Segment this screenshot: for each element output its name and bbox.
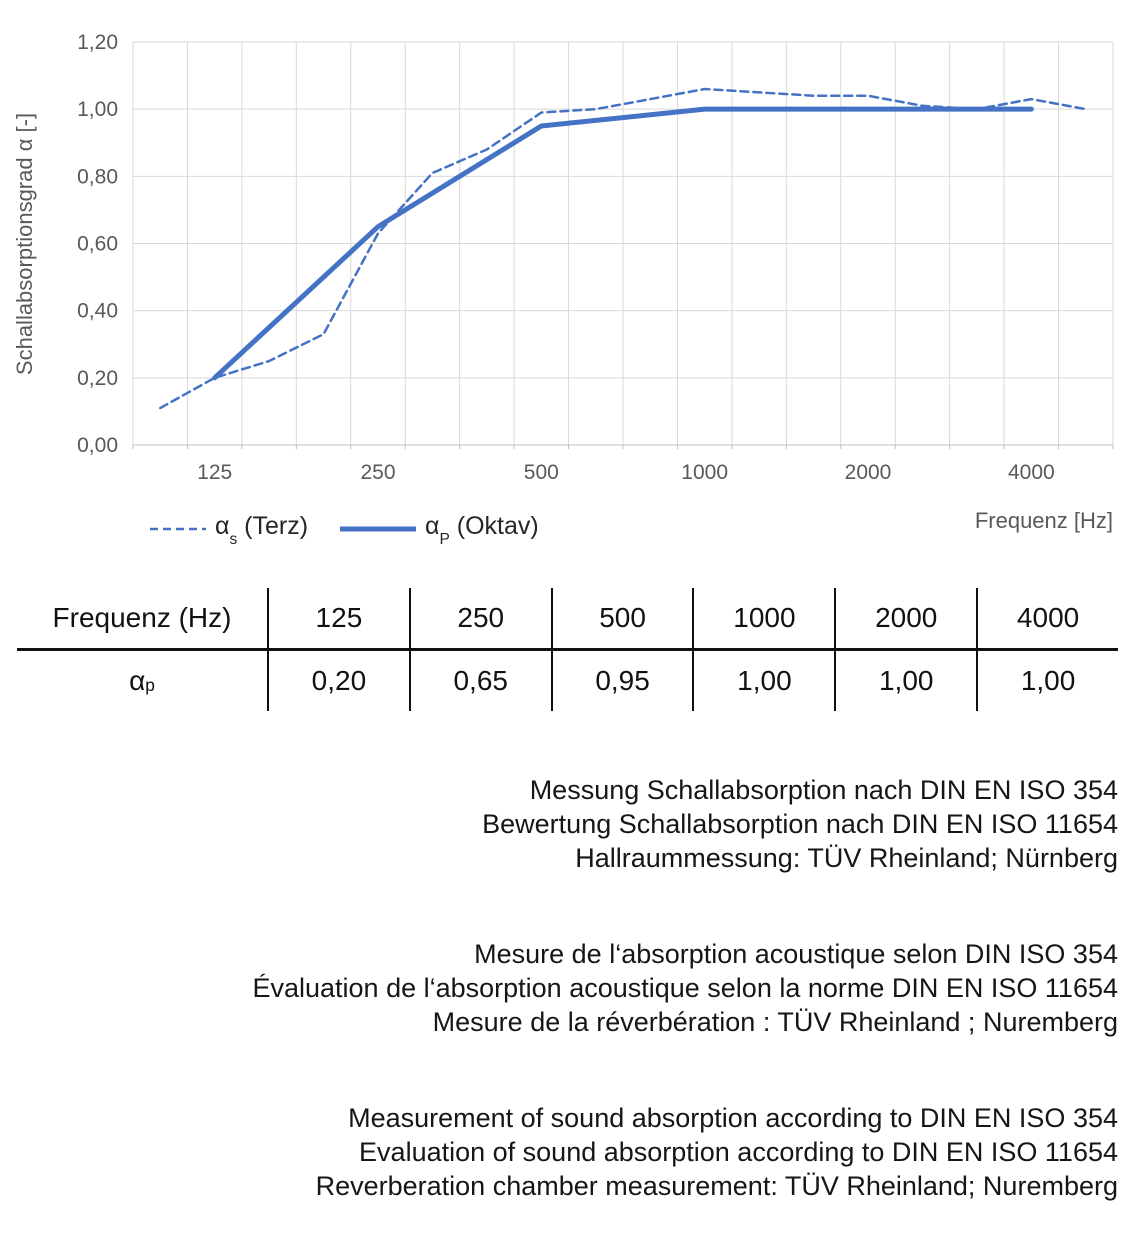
chart-legend <box>150 512 539 548</box>
note-german <box>17 773 1118 875</box>
table-value-1000: 1,00 <box>692 651 834 711</box>
absorption-chart-svg <box>0 0 1135 560</box>
table-value-125: 0,20 <box>267 651 409 711</box>
table-header-250: 250 <box>409 588 551 651</box>
dashed-line-sample-icon <box>150 525 206 533</box>
note-french-line-2: Évaluation de l‘absorption acoustique selon la norme DIN EN ISO 11654 <box>252 973 1118 1003</box>
y-tick-label: 0,40 <box>77 299 118 323</box>
table-header-2000: 2000 <box>834 588 976 651</box>
table-header-125: 125 <box>267 588 409 651</box>
frequency-table <box>17 588 1118 711</box>
x-tick-label: 125 <box>197 461 233 484</box>
y-axis-title: Schallabsorptionsgrad α [-] <box>12 112 37 376</box>
table-value-250: 0,65 <box>409 651 551 711</box>
x-tick-label: 500 <box>523 461 559 484</box>
x-tick-label: 1000 <box>681 461 729 484</box>
x-axis-title: Frequenz [Hz] <box>974 508 1113 533</box>
note-english-line-2: Evaluation of sound absorption according to DIN EN ISO 11654 <box>359 1137 1118 1167</box>
legend-label-oktav: $\alpha_P$ (Oktav) <box>425 512 539 548</box>
absorption-chart <box>0 0 1135 560</box>
x-tick-label: 2000 <box>844 461 892 484</box>
note-french <box>17 937 1118 1039</box>
y-tick-label: 1,00 <box>77 98 118 122</box>
table-value-2000: 1,00 <box>834 651 976 711</box>
note-german-line-1: Messung Schallabsorption nach DIN EN ISO 354 <box>529 775 1118 805</box>
x-tick-label: 250 <box>360 461 396 484</box>
table-row-label-alpha-p: α $_p$ <box>129 665 155 696</box>
note-english <box>17 1101 1118 1203</box>
table-value-4000: 1,00 <box>976 651 1118 711</box>
solid-line-sample-icon <box>340 525 416 533</box>
y-tick-label: 0,80 <box>77 165 118 189</box>
table-header-500: 500 <box>551 588 693 651</box>
note-french-line-1: Mesure de l‘absorption acoustique selon DIN ISO 354 <box>474 939 1118 969</box>
note-english-line-1: Measurement of sound absorption according to DIN EN ISO 354 <box>348 1103 1118 1133</box>
legend-item-oktav <box>340 512 539 548</box>
table-header-frequency: Frequenz (Hz) <box>17 588 267 651</box>
note-german-line-2: Bewertung Schallabsorption nach DIN EN ISO 11654 <box>482 809 1118 839</box>
x-tick-label: 4000 <box>1007 461 1055 484</box>
table-header-4000: 4000 <box>976 588 1118 651</box>
table-value-500: 0,95 <box>551 651 693 711</box>
y-tick-label: 1,20 <box>77 31 118 54</box>
note-french-line-3: Mesure de la réverbération : TÜV Rheinland ; Nuremberg <box>432 1007 1118 1037</box>
note-german-line-3: Hallraummessung: TÜV Rheinland; Nürnberg <box>575 843 1118 873</box>
y-tick-label: 0,00 <box>77 434 118 457</box>
y-tick-label: 0,20 <box>77 366 118 390</box>
table-header-1000: 1000 <box>692 588 834 651</box>
y-tick-label: 0,60 <box>77 232 118 256</box>
note-english-line-3: Reverberation chamber measurement: TÜV Rheinland; Nuremberg <box>315 1171 1118 1201</box>
legend-label-terz: $\alpha_s$ (Terz) <box>215 512 309 548</box>
legend-item-terz <box>150 512 309 548</box>
